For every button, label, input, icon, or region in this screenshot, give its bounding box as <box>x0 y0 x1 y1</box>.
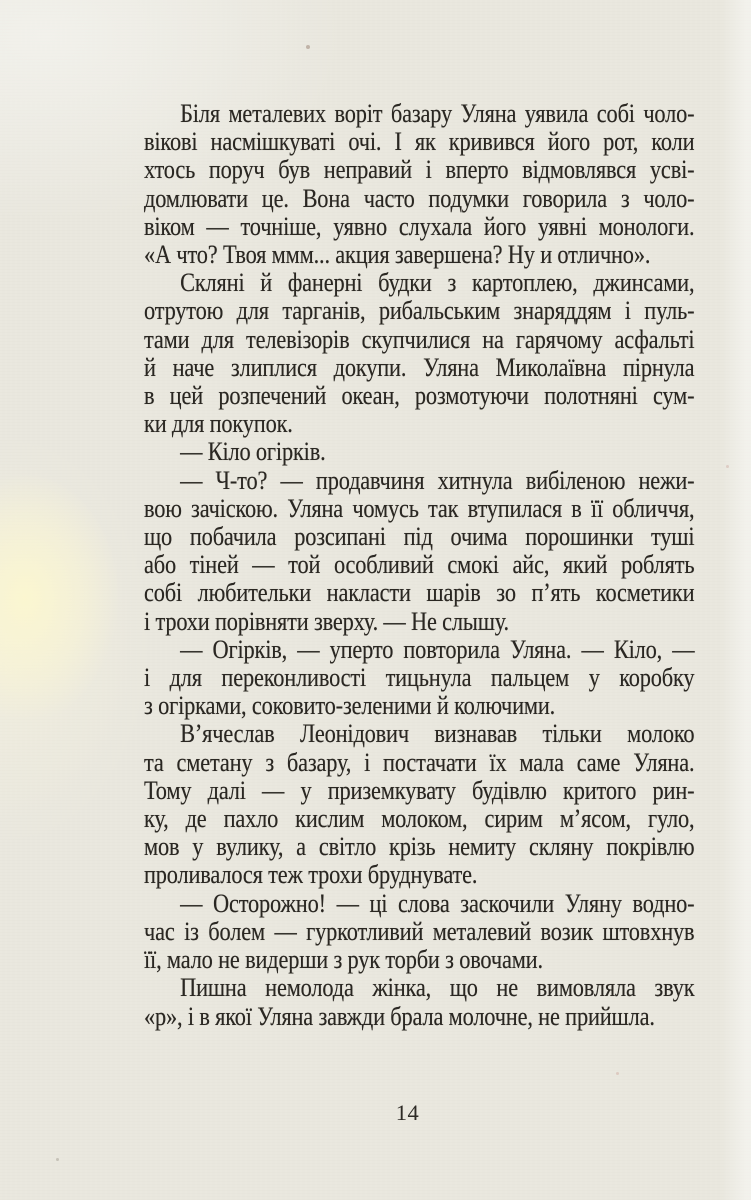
paper-speck <box>56 1158 59 1161</box>
text-line: тами для телевізорів скупчилися на гарячому асфальті <box>144 324 695 354</box>
paragraph <box>144 890 694 975</box>
text-line: час із болем — гуркотливий металевий возик штовхнув <box>144 916 695 946</box>
text-line: вікові насмішкуваті очі. І як кривився його рот, коли <box>144 127 695 157</box>
text-line: в цей розпечений океан, розмотуючи полотняні сум- <box>144 381 695 411</box>
page-number: 14 <box>395 1100 420 1125</box>
text-line: і трохи порівняти зверху. — Не слышу. <box>144 606 509 636</box>
paragraph <box>144 467 694 636</box>
paragraph <box>144 100 694 269</box>
text-line: «А что? Твоя ммм... акция завершена? Ну и отлично». <box>144 240 651 270</box>
paragraph <box>144 438 694 466</box>
paragraph <box>144 974 694 1030</box>
text-line: — Осторожно! — ці слова заскочили Уляну водно- <box>180 888 695 918</box>
text-line: ки для покупок. <box>144 409 293 439</box>
text-line: отрутою для тарганів, рибальським знаряддям і пуль- <box>144 296 695 326</box>
text-block <box>144 100 694 1031</box>
text-line: проливалося теж трохи бруднувате. <box>144 860 478 890</box>
text-line: вою зачіскою. Уляна чомусь так втупилася в її обличчя, <box>144 493 695 523</box>
text-line: і для переконливості тицьнула пальцем у коробку <box>144 663 695 693</box>
text-line: собі любительки накласти шарів зо п’ять косметики <box>144 578 695 608</box>
text-line: її, мало не видерши з рук торби з овочами. <box>144 945 543 975</box>
text-line: хтось поруч був неправий і вперто відмовлявся усві- <box>144 155 695 185</box>
text-line: «р», і в якої Уляна завжди брала молочне, не прийшла. <box>144 1001 655 1031</box>
text-line: Пишна немолода жінка, що не вимовляла звук <box>180 973 695 1003</box>
text-line: Біля металевих воріт базару Уляна уявила собі чоло- <box>180 99 695 128</box>
text-line: домлювати це. Вона часто подумки говорила з чоло- <box>144 183 695 213</box>
paragraph <box>144 720 694 889</box>
text-line: з огірками, соковито-зеленими й колючими. <box>144 691 556 721</box>
text-line: мов у вулику, а світло крізь немиту скляну покрівлю <box>144 832 695 862</box>
text-line: Тому далі — у приземкувату будівлю критого рин- <box>144 775 695 805</box>
paper-speck <box>306 45 310 49</box>
text-line: що побачила розсипані під очима порошинки туші <box>144 522 695 552</box>
text-line: віком — точніше, уявно слухала його уявні монологи. <box>144 211 695 241</box>
paper-speck <box>726 465 729 468</box>
text-line: та сметану з базару, і постачати їх мала саме Уляна. <box>144 747 695 777</box>
text-line: Скляні й фанерні будки з картоплею, джинсами, <box>180 268 695 298</box>
text-line: або тіней — той особливий смокі айс, який роблять <box>144 550 695 580</box>
text-line: й наче злиплися докупи. Уляна Миколаївна пірнула <box>144 352 695 382</box>
paragraph <box>144 636 694 721</box>
text-line: — Огірків, — уперто повторила Уляна. — Кіло, — <box>180 634 695 664</box>
text-line: — Ч-то? — продавчиня хитнула вибіленою нежи- <box>180 465 695 495</box>
text-line: ку, де пахло кислим молоком, сирим м’ясом, гуло, <box>144 804 695 834</box>
text-line: — Кіло огірків. <box>180 437 326 467</box>
paragraph <box>144 269 694 438</box>
text-line: В’ячеслав Леонідович визнавав тільки молоко <box>180 719 695 749</box>
paper-speck <box>616 1072 619 1075</box>
